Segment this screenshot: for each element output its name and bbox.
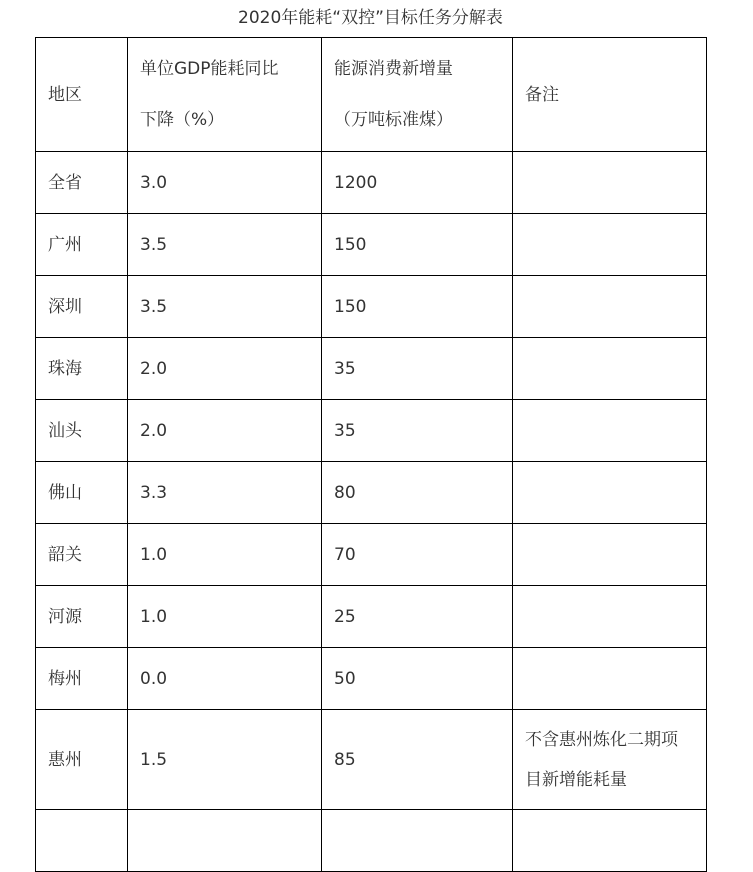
note-line2: 目新增能耗量 xyxy=(525,769,627,790)
table-row-partial xyxy=(36,810,707,872)
table-row xyxy=(36,276,707,338)
header-region-label: 地区 xyxy=(48,84,82,105)
cell-gdp-drop: 3.5 xyxy=(128,214,322,276)
table-row xyxy=(36,400,707,462)
cell-energy-increase: 50 xyxy=(322,648,513,710)
cell-note xyxy=(513,400,707,462)
cell-energy-increase: 80 xyxy=(322,462,513,524)
cell-note xyxy=(513,648,707,710)
cell-empty xyxy=(513,810,707,872)
header-gdp-drop-line2: 下降（%） xyxy=(140,109,225,130)
cell-note xyxy=(513,586,707,648)
header-energy-line2: （万吨标准煤） xyxy=(334,109,453,130)
cell-gdp-drop: 2.0 xyxy=(128,400,322,462)
note-line1: 不含惠州炼化二期项 xyxy=(525,729,678,750)
cell-note xyxy=(513,524,707,586)
header-energy-line1: 能源消费新增量 xyxy=(334,58,453,79)
cell-gdp-drop: 3.0 xyxy=(128,152,322,214)
cell-energy-increase: 1200 xyxy=(322,152,513,214)
table-row xyxy=(36,648,707,710)
cell-region: 佛山 xyxy=(36,462,128,524)
cell-gdp-drop: 3.3 xyxy=(128,462,322,524)
cell-note xyxy=(513,462,707,524)
cell-empty xyxy=(322,810,513,872)
target-table xyxy=(35,37,707,872)
cell-region: 惠州 xyxy=(36,710,128,810)
table-row xyxy=(36,214,707,276)
table-row xyxy=(36,524,707,586)
cell-gdp-drop: 0.0 xyxy=(128,648,322,710)
cell-region: 全省 xyxy=(36,152,128,214)
cell-energy-increase: 35 xyxy=(322,338,513,400)
cell-energy-increase: 85 xyxy=(322,710,513,810)
cell-gdp-drop: 1.5 xyxy=(128,710,322,810)
header-gdp-drop-line1: 单位GDP能耗同比 xyxy=(140,58,279,79)
cell-region: 珠海 xyxy=(36,338,128,400)
table-header-row xyxy=(36,38,707,152)
table-row xyxy=(36,152,707,214)
cell-energy-increase: 35 xyxy=(322,400,513,462)
cell-region: 汕头 xyxy=(36,400,128,462)
cell-empty xyxy=(128,810,322,872)
cell-gdp-drop: 1.0 xyxy=(128,586,322,648)
table-row xyxy=(36,462,707,524)
cell-region: 河源 xyxy=(36,586,128,648)
cell-energy-increase: 70 xyxy=(322,524,513,586)
table-row xyxy=(36,586,707,648)
cell-gdp-drop: 3.5 xyxy=(128,276,322,338)
cell-energy-increase: 150 xyxy=(322,276,513,338)
cell-note xyxy=(513,710,707,810)
cell-gdp-drop: 2.0 xyxy=(128,338,322,400)
cell-energy-increase: 150 xyxy=(322,214,513,276)
cell-gdp-drop: 1.0 xyxy=(128,524,322,586)
cell-region: 广州 xyxy=(36,214,128,276)
page-title: 2020年能耗“双控”目标任务分解表 xyxy=(238,8,503,28)
table-row xyxy=(36,710,707,810)
cell-energy-increase: 25 xyxy=(322,586,513,648)
cell-note xyxy=(513,214,707,276)
cell-note xyxy=(513,152,707,214)
header-note-label: 备注 xyxy=(525,84,559,105)
cell-region: 梅州 xyxy=(36,648,128,710)
cell-region: 深圳 xyxy=(36,276,128,338)
cell-empty xyxy=(36,810,128,872)
table-row xyxy=(36,338,707,400)
header-note xyxy=(513,38,707,152)
cell-note xyxy=(513,276,707,338)
header-region xyxy=(36,38,128,152)
cell-region: 韶关 xyxy=(36,524,128,586)
header-gdp-drop xyxy=(128,38,322,152)
cell-note xyxy=(513,338,707,400)
header-energy-increase xyxy=(322,38,513,152)
